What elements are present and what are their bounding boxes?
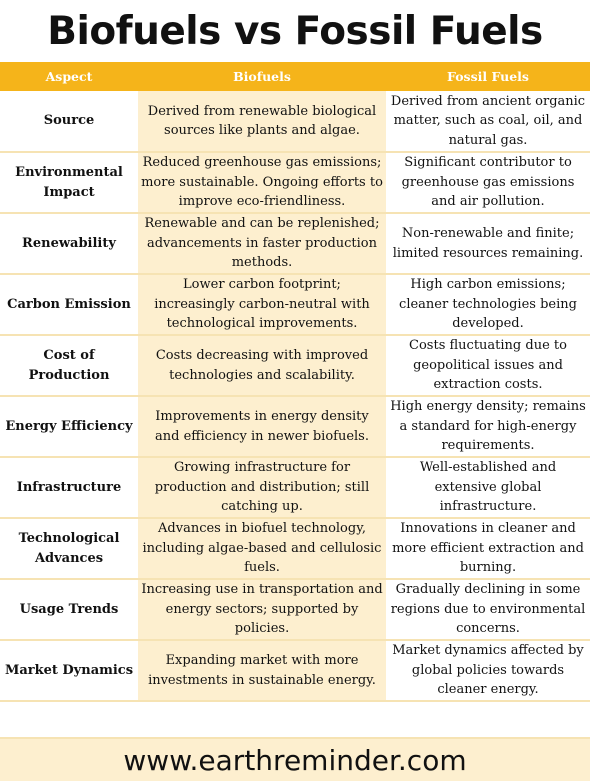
aspect-cell: Market Dynamics bbox=[0, 640, 138, 701]
comparison-table bbox=[0, 62, 590, 702]
aspect-cell: Carbon Emission bbox=[0, 274, 138, 335]
fossil-fuels-cell: High carbon emissions; cleaner technologies being developed. bbox=[386, 274, 590, 335]
biofuels-cell: Increasing use in transportation and energy sectors; supported by policies. bbox=[138, 579, 386, 640]
fossil-fuels-cell: Significant contributor to greenhouse gas emissions and air pollution. bbox=[386, 152, 590, 213]
page-title: Biofuels vs Fossil Fuels bbox=[47, 8, 543, 54]
aspect-cell: Energy Efficiency bbox=[0, 396, 138, 457]
biofuels-cell: Improvements in energy density and efficiency in newer biofuels. bbox=[138, 396, 386, 457]
table-row bbox=[0, 274, 590, 335]
biofuels-cell: Growing infrastructure for production and distribution; still catching up. bbox=[138, 457, 386, 518]
biofuels-cell: Advances in biofuel technology, including algae-based and cellulosic fuels. bbox=[138, 518, 386, 579]
table-row bbox=[0, 91, 590, 152]
header-aspect: Aspect bbox=[0, 62, 138, 91]
table-row bbox=[0, 396, 590, 457]
table-row bbox=[0, 213, 590, 274]
table-row bbox=[0, 335, 590, 396]
biofuels-cell: Expanding market with more investments in sustainable energy. bbox=[138, 640, 386, 701]
table-row bbox=[0, 457, 590, 518]
table-row bbox=[0, 152, 590, 213]
table-row bbox=[0, 579, 590, 640]
website-url-footer: www.earthreminder.com bbox=[0, 737, 590, 781]
biofuels-cell: Lower carbon footprint; increasingly carbon-neutral with technological improvements. bbox=[138, 274, 386, 335]
table-header-row bbox=[0, 62, 590, 91]
aspect-cell: Renewability bbox=[0, 213, 138, 274]
fossil-fuels-cell: Costs fluctuating due to geopolitical issues and extraction costs. bbox=[386, 335, 590, 396]
fossil-fuels-cell: Innovations in cleaner and more efficient extraction and burning. bbox=[386, 518, 590, 579]
aspect-cell: Cost of Production bbox=[0, 335, 138, 396]
fossil-fuels-cell: Non-renewable and finite; limited resources remaining. bbox=[386, 213, 590, 274]
fossil-fuels-cell: Well-established and extensive global infrastructure. bbox=[386, 457, 590, 518]
biofuels-cell: Reduced greenhouse gas emissions; more sustainable. Ongoing efforts to improve eco-friendliness. bbox=[138, 152, 386, 213]
fossil-fuels-cell: Gradually declining in some regions due to environmental concerns. bbox=[386, 579, 590, 640]
table-row bbox=[0, 518, 590, 579]
header-biofuels: Biofuels bbox=[138, 62, 386, 91]
fossil-fuels-cell: Market dynamics affected by global policies towards cleaner energy. bbox=[386, 640, 590, 701]
aspect-cell: Source bbox=[0, 91, 138, 152]
aspect-cell: Environmental Impact bbox=[0, 152, 138, 213]
table-row bbox=[0, 640, 590, 701]
aspect-cell: Infrastructure bbox=[0, 457, 138, 518]
header-fossil-fuels: Fossil Fuels bbox=[386, 62, 590, 91]
biofuels-cell: Costs decreasing with improved technologies and scalability. bbox=[138, 335, 386, 396]
fossil-fuels-cell: High energy density; remains a standard for high-energy requirements. bbox=[386, 396, 590, 457]
aspect-cell: Technological Advances bbox=[0, 518, 138, 579]
aspect-cell: Usage Trends bbox=[0, 579, 138, 640]
biofuels-cell: Derived from renewable biological sources like plants and algae. bbox=[138, 91, 386, 152]
biofuels-cell: Renewable and can be replenished; advancements in faster production methods. bbox=[138, 213, 386, 274]
fossil-fuels-cell: Derived from ancient organic matter, such as coal, oil, and natural gas. bbox=[386, 91, 590, 152]
